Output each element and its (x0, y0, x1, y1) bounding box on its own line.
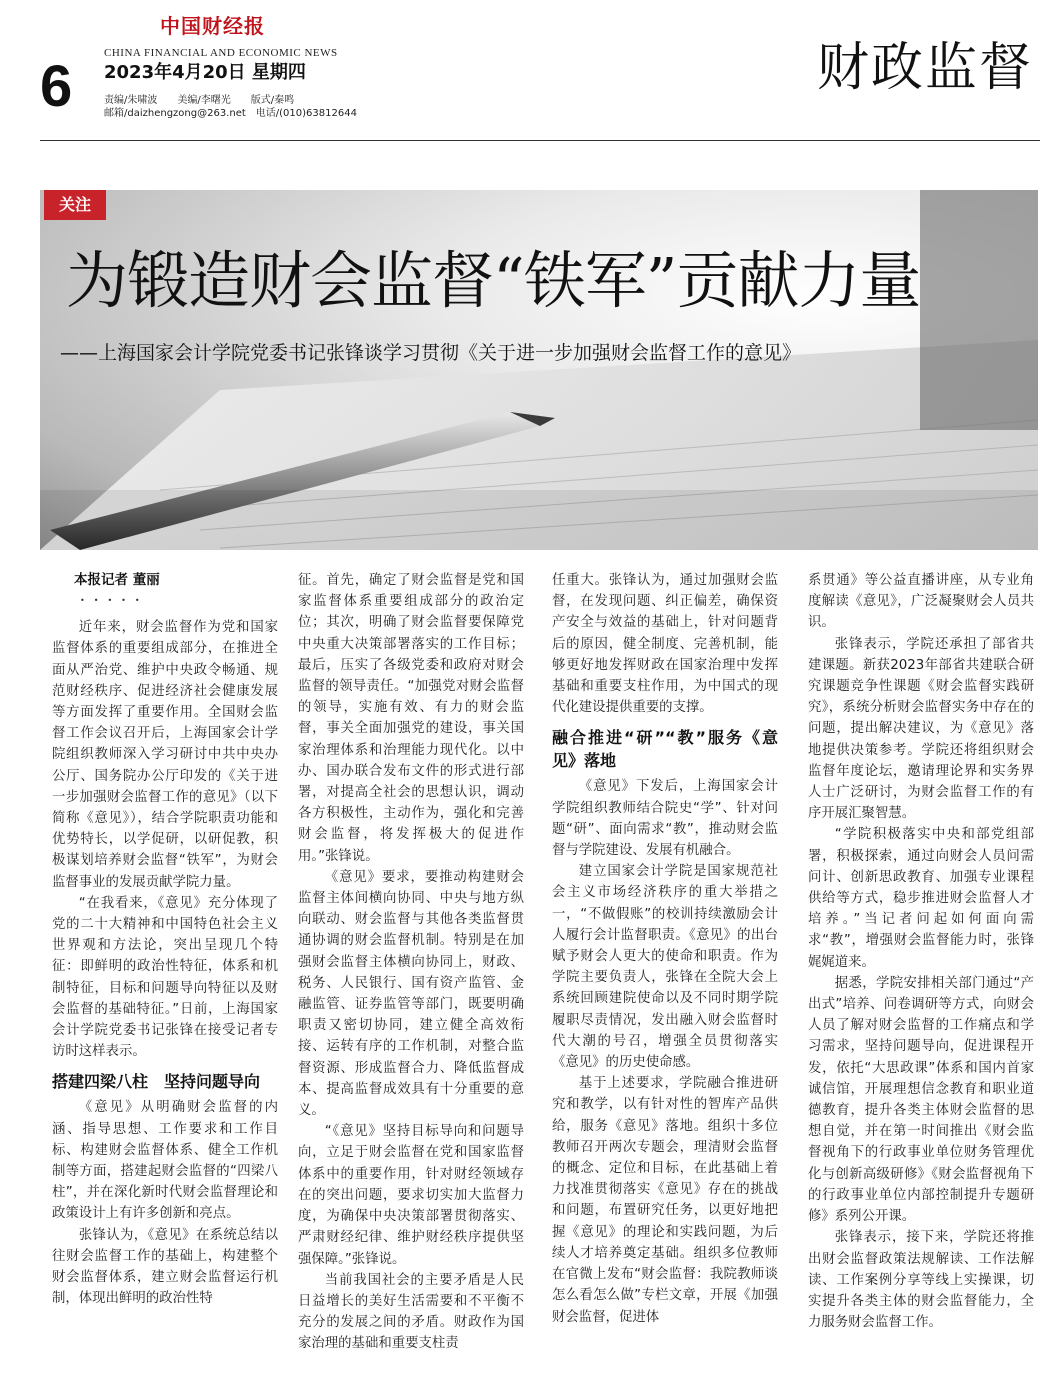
paragraph: 系贯通》等公益直播讲座，从专业角度解读《意见》，广泛凝聚财会人员共识。 (808, 573, 1034, 631)
paragraph: 《意见》从明确财会监督的内涵、指导思想、工作要求和工作目标、构建财会监督体系、健全工作机制等方面，搭建起财会监督的“四梁八柱”，并在深化新时代财会监督理论和政策设计上有许多创新和亮点。 (52, 1100, 278, 1222)
article-body (52, 570, 1042, 1385)
article-headline: 为锻造财会监督“铁军”贡献力量 (66, 244, 921, 317)
paragraph: 当前我国社会的主要矛盾是人民日益增长的美好生活需要和不平衡不充分的发展之间的矛盾。财政作为国家治理的基础和重要支柱责 (298, 1272, 524, 1352)
section-title: 财政监督 (816, 38, 1033, 98)
page-number: 6 (40, 54, 73, 119)
paragraph: 据悉，学院安排相关部门通过“产出式”培养、问卷调研等方式，向财会人员了解对财会监督的工作痛点和学习需求，坚持问题导向，促进课程开发，依托“大思政课”体系和国内首家诚信馆，开展理想信念教育和职业道德教育，提升各类主体财会监督的思想自觉，并在第一时间推出《财会监督视角下的行政事业单位财务管理优化与创新高级研修》《财会监督视角下的行政事业单位内部控制提升专题研修》系列公开课。 (808, 975, 1034, 1225)
paragraph: 征。首先，确定了财会监督是党和国家监督体系重要组成部分的政治定位；其次，明确了财会监督要保障党中央重大决策部署落实的工作目标；最后，压实了各级党委和政府对财会监督的领导责任。“加强党对财会监督的领导，实施有效、有力的财会监督，事关全面加强党的建设，事关国家治理体系和治理能力现代化。以中办、国办联合发布文件的形式进行部署，对提高全社会的思想认识，调动各方积极性，主动作为，强化和完善财会监督，将发挥极大的促进作用。”张锋说。 (298, 573, 524, 864)
paper-name-english: CHINA FINANCIAL AND ECONOMIC NEWS (104, 47, 338, 59)
column-2 (298, 570, 524, 1355)
paragraph: “在我看来，《意见》充分体现了党的二十大精神和中国特色社会主义世界观和方法论，突出呈现几个特征：即鲜明的政治性特征，体系和机制特征，目标和问题导向特征以及财会监督的基础特征。”日前，上海国家会计学院党委书记张锋在接受记者专访时这样表示。 (52, 895, 278, 1060)
paragraph: 近年来，财会监督作为党和国家监督体系的重要组成部分，在推进全面从严治党、维护中央政令畅通、规范财经秩序、促进经济社会健康发展等方面发挥了重要作用。全国财会监督工作会议召开后，上海国家会计学院组织教师深入学习研讨中共中央办公厅、国务院办公厅印发的《关于进一步加强财会监督工作的意见》（以下简称《意见》），结合学院职责功能和优势特长，以学促研，以研促教，积极谋划培养财会监督“铁军”，为财会监督事业的发展贡献学院力量。 (52, 620, 278, 890)
paragraph: 张锋表示，学院还承担了部省共建课题。新获2023年部省共建联合研究课题竞争性课题《财会监督实践研究》，系统分析财会监督实务中存在的问题，提出解决建议，为《意见》落地提供决策参考。学院还将组织财会监督年度论坛，邀请理论界和实务界人士广泛研讨，为财会监督工作的有序开展汇聚智慧。 (808, 636, 1034, 822)
paragraph: 任重大。张锋认为，通过加强财会监督，在发现问题、纠正偏差，确保资产安全与效益的基础上，针对问题背后的原因，健全制度、完善机制，能够更好地发挥财政在国家治理中发挥基础和重要支柱作用，为中国式的现代化建设提供重要的支撑。 (552, 573, 778, 716)
paragraph: 《意见》要求，要推动构建财会监督主体间横向协同、中央与地方纵向联动、财会监督与其他各类监督贯通协调的财会监督机制。特别是在加强财会监督主体横向协同上，财政、税务、人民银行、国有资产监管、金融监管、证券监管等部门，既要明确职责又密切协同，建立健全高效衔接、运转有序的工作机制，对整合监督资源、形成监督合力、降低监督成本、提高监督成效具有十分重要的意义。 (298, 869, 524, 1119)
article-subheadline: ——上海国家会计学院党委书记张锋谈学习贯彻《关于进一步加强财会监督工作的意见》 (60, 342, 802, 364)
paragraph: “《意见》坚持目标导向和问题导向，立足于财会监督在党和国家监督体系中的重要作用，针对财经领域存在的突出问题，要求切实加大监督力度，为确保中央决策部署贯彻落实、严肃财经纪律、维护财经秩序提供坚强保障。”张锋说。 (298, 1124, 524, 1267)
masthead (0, 0, 1063, 140)
paragraph: 《意见》下发后，上海国家会计学院组织教师结合院史“学”、针对问题“研”、面向需求“教”，推动财会监督与学院建设、发展有机融合。 (552, 779, 778, 859)
byline-dots: ••••• (80, 596, 149, 605)
masthead-rule (40, 140, 1040, 141)
column-4 (808, 570, 1034, 1333)
paragraph: 基于上述要求，学院融合推进研究和教学，以有针对性的智库产品供给，服务《意见》落地。组织十多位教师召开两次专题会，理清财会监督的概念、定位和目标，在此基础上着力找准贯彻落实《意见》存在的挑战和问题，布置研究任务，以更好地把握《意见》的理论和实践问题，为后续人才培养奠定基础。组织多位教师在官微上发布“财会监督：我院教师谈怎么看怎么做”专栏文章，开展《加强财会监督，促进体 (552, 1076, 778, 1325)
publication-date: 2023年4月20日 星期四 (104, 62, 306, 83)
editors-line: 责编/朱啸波 美编/李曙光 版式/秦鸣 (104, 95, 295, 106)
byline: 本报记者 董丽 (74, 572, 160, 588)
article-tag: 关注 (44, 190, 106, 220)
paragraph: 张锋表示，接下来，学院还将推出财会监督政策法规解读、工作法解读、工作案例分享等线上实操课，切实提升各类主体的财会监督能力，全力服务财会监督工作。 (808, 1230, 1034, 1331)
paragraph: 建立国家会计学院是国家规范社会主义市场经济秩序的重大举措之一，“不做假账”的校训持续激励会计人履行会计监督职责。《意见》的出台赋予财会人更大的使命和职责。作为学院主要负责人，张锋在全院大会上系统回顾建院使命以及不同时期学院履职尽责情况，发出融入财会监督时代大潮的号召，增强全员贯彻落实《意见》的历史使命感。 (552, 864, 778, 1071)
subheading: 融合推进“研”“教”服务《意见》落地 (552, 728, 778, 771)
subheading: 搭建四梁八柱 坚持问题导向 (52, 1072, 261, 1092)
paragraph: 张锋认为，《意见》在系统总结以往财会监督工作的基础上，构建整个财会监督体系，建立财会监督运行机制，体现出鲜明的政治性特 (52, 1227, 278, 1307)
column-1 (52, 570, 278, 1310)
paragraph: “学院积极落实中央和部党组部署，积极探索，通过向财会人员问需问计、创新思政教育、加强专业课程供给等方式，稳步推进财会监督人才培养。”当记者问起如何面向需求“教”，增强财会监督能力时，张锋娓娓道来。 (808, 827, 1034, 970)
paper-name-logo: 中国财经报 (160, 14, 265, 38)
contact-line: 邮箱/daizhengzong@263.net 电话/(010)63812644 (104, 108, 357, 119)
column-3 (552, 570, 778, 1328)
